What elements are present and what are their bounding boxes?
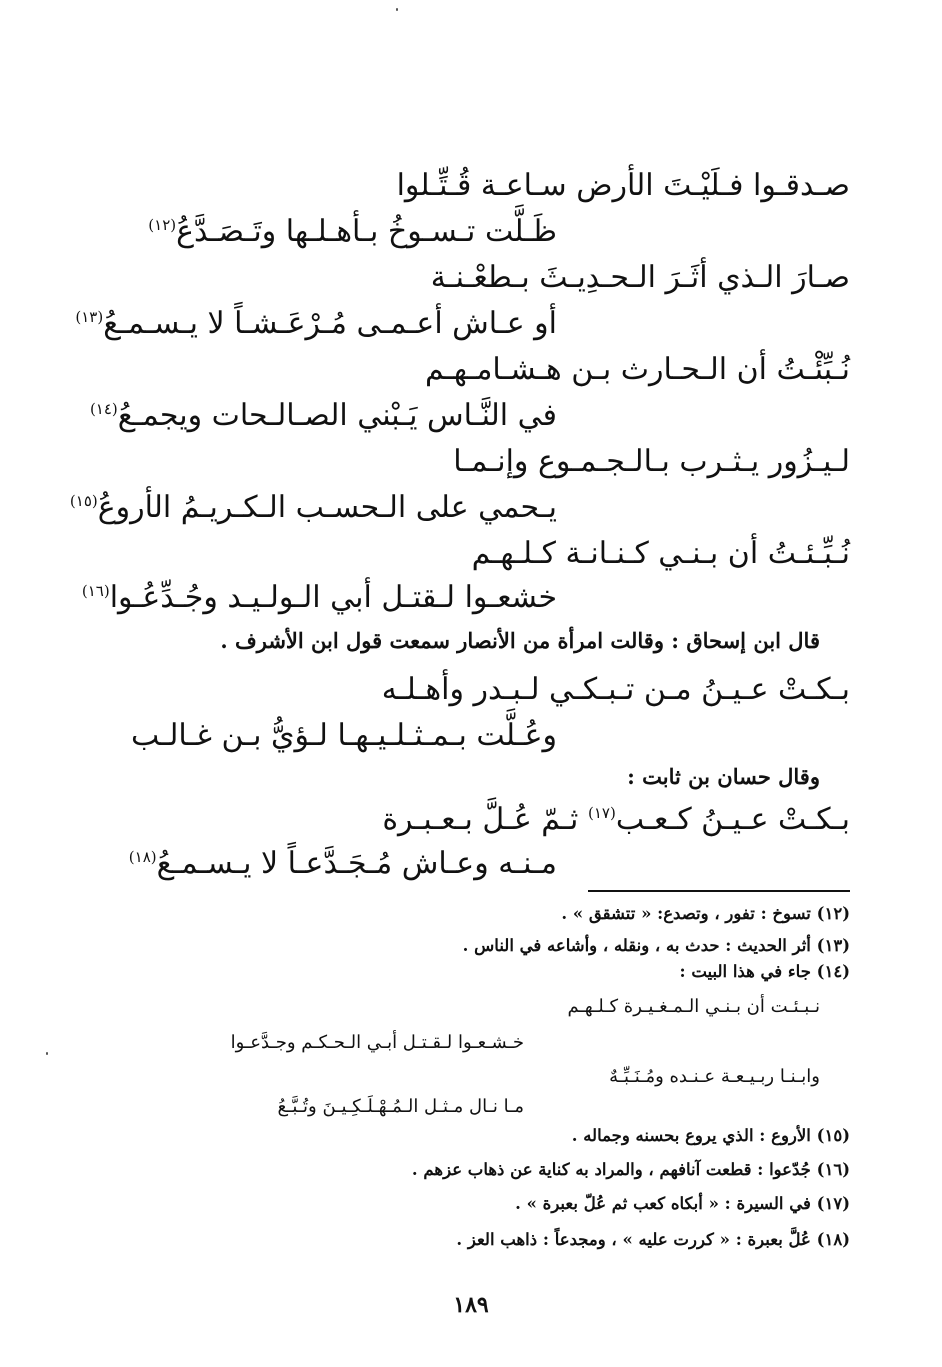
prose-line: قال ابن إسحاق : وقالت امرأة من الأنصار سمعت قول ابن الأشرف .: [220, 628, 820, 653]
verse-text: أو عـاش أعـمـى مُـرْعَـشـاً لا يـسـمـعُ: [103, 306, 557, 341]
footnote-verse: وابـنـا ربـيـعـة عـنـده ومُـنَـبِّـهٌ: [609, 1066, 820, 1087]
footnote-ref: (١٢): [148, 216, 177, 234]
verse-text: في النَّـاس يَـبْني الصـالـحات ويجمـعُ: [117, 398, 557, 433]
verse-line: صـارَ الـذي أثَـرَ الـحـدِيـثَ بـطعْـنـة: [430, 260, 850, 295]
verse-line: بـكـتْ عـيـنُ مـن تـبـكـي لـبـدر وأهـلـه: [381, 672, 850, 707]
verse-text: ظَـلَّت تـسـوخُ بـأهـلـها وتَـصَـدَّعُ: [176, 214, 557, 249]
verse-text: يـحمي على الـحسـب الـكـريـمُ الأروعُ: [97, 490, 557, 525]
footnote-18: (١٨) عُلَّ بعبرة : « كررت عليه » ، ومجدعاً : ذاهب العز .: [456, 1230, 850, 1249]
verse-text: خشعـوا لـقتـل أبي الـولـيـد وجُـدِّعُـوا: [109, 580, 557, 615]
footnote-verse: نـبـئـت أن بـنـي الـمـغـيـرة كـلـهـم: [567, 996, 820, 1017]
footnote-13: (١٣) أثر الحديث : حدث به ، ونقله ، وأشاعه في الناس .: [462, 936, 850, 955]
footnote-ref: (١٤): [89, 400, 118, 418]
verse-line: نُـبِّـئـتُ أن بـنـي كـنـانـة كـلـهـم: [471, 536, 850, 571]
footnote-ref: (١٣): [75, 308, 104, 326]
footnote-17: (١٧) في السيرة : « أبكاه كعب ثم عُلّ بعبرة » .: [515, 1194, 850, 1213]
footnote-divider: [588, 890, 850, 892]
verse-line: صـدقـوا فـلَيْـتَ الأرض سـاعـة قُـتِّـلوا: [396, 168, 850, 203]
footnote-ref: (١٥): [69, 492, 98, 510]
verse-text: مـنـه وعـاش مُـجَـدَّعـاً لا يـسـمـعُ: [156, 846, 557, 881]
footnote-ref: (١٧): [587, 804, 616, 822]
verse-line: [90, 398, 557, 433]
footnote-verse: خـشـعـوا لـقـتـل أبـي الـحـكـم وجـدَّعـوا: [230, 1032, 524, 1053]
verse-line: [148, 214, 557, 249]
verse-line: وعُـلَّت بـمـثـلـيـهـا لـؤيُّ بـن غـالـب: [130, 718, 557, 753]
footnote-15: (١٥) الأروع : الذي يروع بحسنه وجماله .: [571, 1126, 850, 1145]
verse-line: لـيـزُور يـثـرب بـالـجـمـوع وإنـمـا: [453, 444, 850, 479]
verse-text: ثـمّ عُـلَّ بـعـبـرة: [382, 802, 579, 837]
footnote-16: (١٦) جُدّعوا : قطعت آنافهم ، والمراد به كناية عن ذهاب عزهم .: [411, 1160, 850, 1179]
scan-speck: [396, 8, 398, 11]
verse-line: [129, 846, 557, 881]
verse-line: [75, 306, 557, 341]
footnote-ref: (١٨): [128, 848, 157, 866]
footnote-verse: مـا نـال مـثـل الـمُـهْـلَـكِـيـنَ وتُـبَّـعُ: [277, 1096, 524, 1117]
verse-line: نُـبِّئْـتُ أن الـحـارث بـن هـشـامـهـم: [424, 352, 850, 387]
footnote-12: (١٢) تسوخ : تفور ، وتصدع: « تتشقق » .: [561, 904, 850, 923]
verse-line: [82, 580, 557, 615]
verse-line: [70, 490, 557, 525]
prose-line: وقال حسان بن ثابت :: [627, 764, 820, 789]
footnote-14: (١٤) جاء في هذا البيت :: [679, 962, 850, 981]
verse-text: بـكـتْ عـيـنُ كـعـب: [615, 802, 850, 837]
scan-speck: [46, 1052, 48, 1055]
page-number: ١٨٩: [453, 1292, 489, 1318]
footnote-ref: (١٦): [81, 582, 110, 600]
verse-line: [382, 802, 850, 837]
